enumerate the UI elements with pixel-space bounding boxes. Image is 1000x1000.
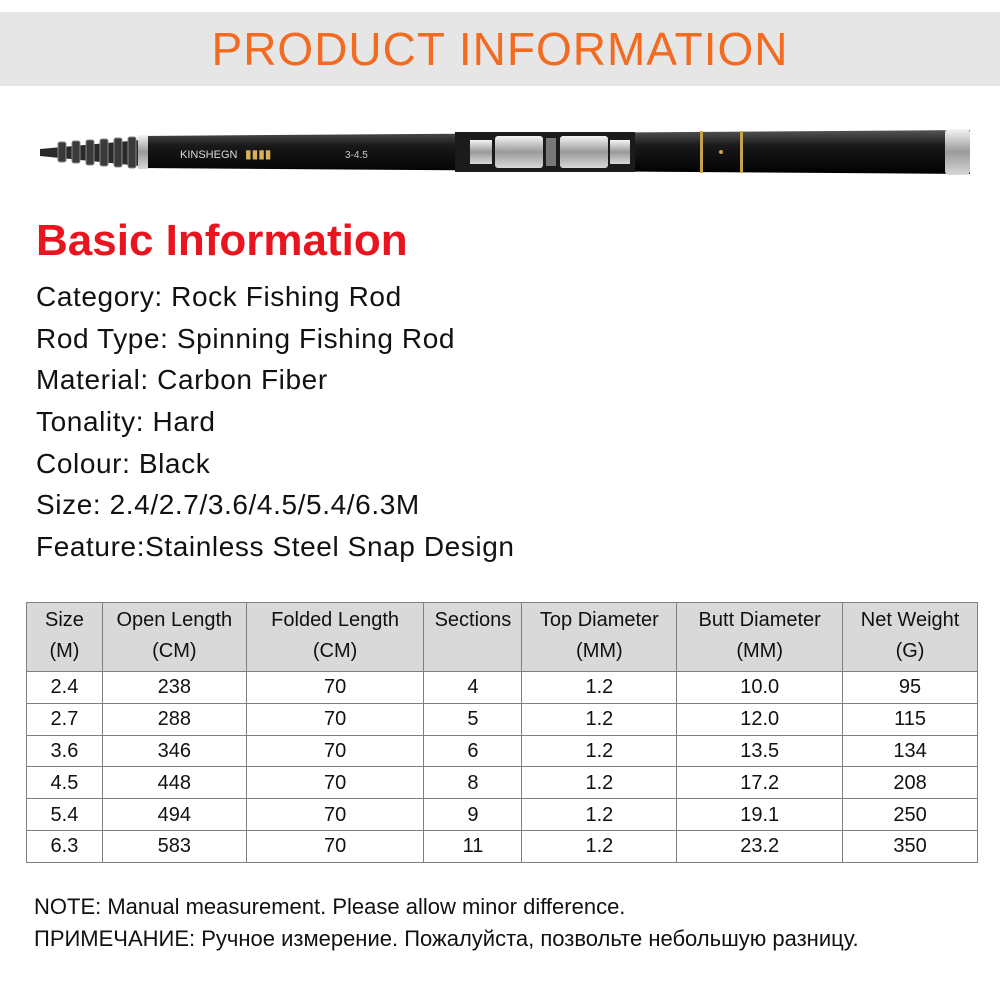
- table-cell: 4.5: [27, 767, 103, 799]
- table-cell: 494: [102, 799, 246, 831]
- table-cell: 9: [424, 799, 522, 831]
- svg-text:▮▮▮▮: ▮▮▮▮: [245, 147, 272, 161]
- table-cell: 2.7: [27, 703, 103, 735]
- col-header-sections: Sections: [424, 603, 522, 672]
- rod-brand-text: KINSHEGN: [180, 149, 238, 161]
- table-cell: 23.2: [677, 830, 843, 862]
- basic-information-heading: Basic Information: [36, 216, 408, 265]
- table-cell: 10.0: [677, 672, 843, 704]
- table-cell: 448: [102, 767, 246, 799]
- table-cell: 1.2: [522, 830, 677, 862]
- table-cell: 70: [246, 799, 424, 831]
- table-cell: 4: [424, 672, 522, 704]
- rod-marking-text: 3-4.5: [345, 150, 368, 161]
- table-cell: 1.2: [522, 767, 677, 799]
- table-cell: 6.3: [27, 830, 103, 862]
- table-cell: 70: [246, 703, 424, 735]
- table-cell: 115: [843, 703, 978, 735]
- info-tonality: Tonality: Hard: [36, 406, 216, 438]
- col-header-top-diameter: Top Diameter (MM): [522, 603, 677, 672]
- telescopic-fishing-rod-icon: [40, 118, 970, 188]
- table-cell: 350: [843, 830, 978, 862]
- table-cell: 346: [102, 735, 246, 767]
- table-cell: 5.4: [27, 799, 103, 831]
- table-row: [27, 767, 978, 799]
- table-cell: 1.2: [522, 735, 677, 767]
- table-row: [27, 830, 978, 862]
- table-cell: 70: [246, 830, 424, 862]
- table-cell: 1.2: [522, 703, 677, 735]
- info-category: Category: Rock Fishing Rod: [36, 281, 402, 312]
- info-feature: Feature:Stainless Steel Snap Design: [36, 531, 515, 563]
- table-cell: 11: [424, 830, 522, 862]
- table-cell: 1.2: [522, 799, 677, 831]
- table-cell: 13.5: [677, 735, 843, 767]
- specification-table: [26, 602, 978, 863]
- table-cell: 583: [102, 830, 246, 862]
- table-cell: 250: [843, 799, 978, 831]
- info-material: Material: Carbon Fiber: [36, 364, 328, 396]
- info-size: Size: 2.4/2.7/3.6/4.5/5.4/6.3M: [36, 489, 420, 521]
- table-header-row: [27, 603, 978, 672]
- title-banner: [0, 12, 1000, 86]
- col-header-size: Size (M): [27, 603, 103, 672]
- col-header-net-weight: Net Weight (G): [843, 603, 978, 672]
- table-cell: 12.0: [677, 703, 843, 735]
- basic-info-list: [36, 278, 515, 570]
- table-cell: 238: [102, 672, 246, 704]
- note-russian: ПРИМЕЧАНИЕ: Ручное измерение. Пожалуйста, позвольте небольшую разницу.: [34, 926, 859, 951]
- col-header-folded-length: Folded Length (CM): [246, 603, 424, 672]
- fishing-rod-image: [40, 118, 970, 188]
- table-row: [27, 735, 978, 767]
- table-cell: 5: [424, 703, 522, 735]
- table-cell: 2.4: [27, 672, 103, 704]
- table-row: [27, 672, 978, 704]
- table-cell: 17.2: [677, 767, 843, 799]
- table-cell: 70: [246, 672, 424, 704]
- info-rod-type: Rod Type: Spinning Fishing Rod: [36, 322, 456, 354]
- table-cell: 208: [843, 767, 978, 799]
- table-cell: 6: [424, 735, 522, 767]
- table-row: [27, 703, 978, 735]
- table-cell: 288: [102, 703, 246, 735]
- page-title: PRODUCT INFORMATION: [211, 23, 789, 75]
- col-header-butt-diameter: Butt Diameter (MM): [677, 603, 843, 672]
- table-row: [27, 799, 978, 831]
- table-cell: 19.1: [677, 799, 843, 831]
- table-cell: 8: [424, 767, 522, 799]
- table-cell: 1.2: [522, 672, 677, 704]
- table-cell: 70: [246, 735, 424, 767]
- info-colour: Colour: Black: [36, 447, 211, 479]
- table-cell: 134: [843, 735, 978, 767]
- note-english: NOTE: Manual measurement. Please allow minor difference.: [34, 894, 626, 919]
- table-cell: 3.6: [27, 735, 103, 767]
- table-cell: 95: [843, 672, 978, 704]
- col-header-open-length: Open Length (CM): [102, 603, 246, 672]
- table-cell: 70: [246, 767, 424, 799]
